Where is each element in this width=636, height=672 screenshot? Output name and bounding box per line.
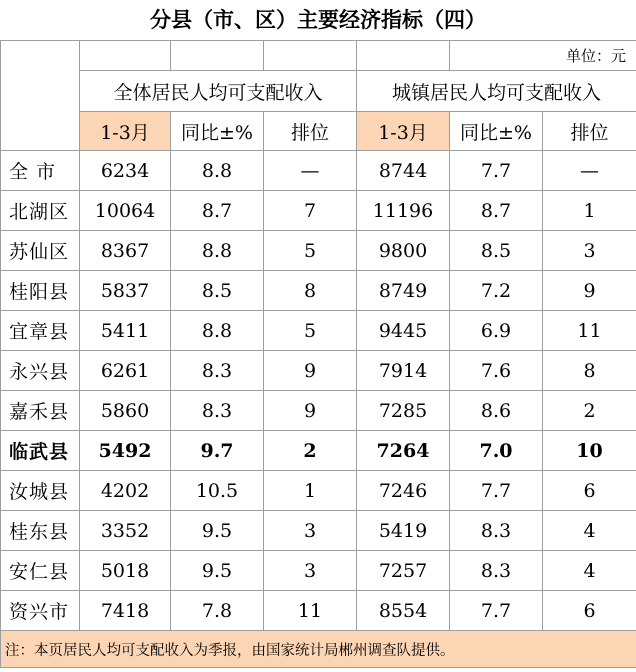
note-row: [1, 631, 636, 668]
table-cell: 5492: [80, 431, 171, 471]
table-cell: 7.7: [450, 471, 543, 511]
table-cell: 2: [264, 431, 357, 471]
table-cell: 5860: [80, 391, 171, 431]
sub-header-rank: 排位: [543, 112, 636, 151]
table-row: [1, 191, 636, 231]
table-row: [1, 351, 636, 391]
table-cell: 8.7: [171, 191, 264, 231]
region-name: 汝城县: [1, 471, 80, 511]
table-cell: 9.5: [171, 511, 264, 551]
table-cell: 7.0: [450, 431, 543, 471]
table-cell: 3: [264, 511, 357, 551]
table-cell: 8554: [357, 591, 450, 631]
table-cell: 6.9: [450, 311, 543, 351]
table-cell: 9445: [357, 311, 450, 351]
table-row: [1, 511, 636, 551]
table-cell: 8.8: [171, 311, 264, 351]
unit-row: [1, 41, 636, 71]
region-name: 安仁县: [1, 551, 80, 591]
table-cell: 9: [264, 351, 357, 391]
table-cell: 4: [543, 511, 636, 551]
corner-cell: [1, 41, 80, 151]
region-name: 桂阳县: [1, 271, 80, 311]
table-cell: 7.8: [171, 591, 264, 631]
table-cell: 5419: [357, 511, 450, 551]
region-name: 临武县: [1, 431, 80, 471]
table-cell: 7257: [357, 551, 450, 591]
table-row: [1, 391, 636, 431]
economic-indicators-table: [0, 40, 636, 668]
table-cell: 8367: [80, 231, 171, 271]
region-name: 嘉禾县: [1, 391, 80, 431]
unit-label: 单位：元: [450, 41, 636, 71]
region-name: 苏仙区: [1, 231, 80, 271]
table-cell: 7: [264, 191, 357, 231]
table-cell: —: [264, 151, 357, 191]
table-cell: 4: [543, 551, 636, 591]
table-cell: 5: [264, 231, 357, 271]
region-name: 永兴县: [1, 351, 80, 391]
table-cell: 7914: [357, 351, 450, 391]
table-cell: 6261: [80, 351, 171, 391]
table-cell: 7264: [357, 431, 450, 471]
table-row: [1, 311, 636, 351]
table-cell: 3352: [80, 511, 171, 551]
table-cell: 8.3: [450, 551, 543, 591]
table-cell: 10: [543, 431, 636, 471]
region-name: 北湖区: [1, 191, 80, 231]
table-cell: 5411: [80, 311, 171, 351]
table-cell: 8: [264, 271, 357, 311]
table-cell: 2: [543, 391, 636, 431]
sub-header-period: 1-3月: [357, 112, 450, 151]
table-cell: 11: [543, 311, 636, 351]
table-cell: 5: [264, 311, 357, 351]
table-cell: 8.3: [171, 351, 264, 391]
table-cell: 9: [264, 391, 357, 431]
table-row: [1, 471, 636, 511]
table-cell: 8: [543, 351, 636, 391]
table-cell: 9.7: [171, 431, 264, 471]
page-title: 分县（市、区）主要经济指标（四）: [150, 8, 486, 32]
table-row: [1, 271, 636, 311]
table-cell: 8.5: [171, 271, 264, 311]
table-cell: 10064: [80, 191, 171, 231]
table-cell: 8744: [357, 151, 450, 191]
group-header-urban-residents: 城镇居民人均可支配收入: [357, 71, 636, 112]
table-cell: 3: [264, 551, 357, 591]
table-cell: 7418: [80, 591, 171, 631]
table-cell: 10.5: [171, 471, 264, 511]
table-cell: 1: [543, 191, 636, 231]
table-row: [1, 431, 636, 471]
table-cell: 7246: [357, 471, 450, 511]
table-row: [1, 231, 636, 271]
table-cell: 8.3: [171, 391, 264, 431]
group-header-all-residents: 全体居民人均可支配收入: [80, 71, 357, 112]
table-cell: 6234: [80, 151, 171, 191]
table-cell: 8.7: [450, 191, 543, 231]
table-cell: 8.8: [171, 151, 264, 191]
region-name: 资兴市: [1, 591, 80, 631]
table-cell: 5018: [80, 551, 171, 591]
table-cell: 3: [543, 231, 636, 271]
sub-header-yoy: 同比±%: [171, 112, 264, 151]
table-row: [1, 551, 636, 591]
sub-header-row: [1, 112, 636, 151]
table-cell: 7.2: [450, 271, 543, 311]
table-row: [1, 151, 636, 191]
table-cell: 8.8: [171, 231, 264, 271]
table-cell: 11196: [357, 191, 450, 231]
table-cell: 7.7: [450, 151, 543, 191]
table-cell: 7.6: [450, 351, 543, 391]
table-cell: 8.5: [450, 231, 543, 271]
region-name: 宜章县: [1, 311, 80, 351]
table-cell: 8.6: [450, 391, 543, 431]
table-cell: 6: [543, 471, 636, 511]
sub-header-rank: 排位: [264, 112, 357, 151]
table-cell: 9800: [357, 231, 450, 271]
table-cell: 1: [264, 471, 357, 511]
table-cell: 7.7: [450, 591, 543, 631]
table-cell: 9: [543, 271, 636, 311]
table-cell: —: [543, 151, 636, 191]
group-header-row: [1, 71, 636, 112]
table-cell: 8.3: [450, 511, 543, 551]
sub-header-yoy: 同比±%: [450, 112, 543, 151]
table-cell: 6: [543, 591, 636, 631]
table-cell: 9.5: [171, 551, 264, 591]
table-row: [1, 591, 636, 631]
region-name: 桂东县: [1, 511, 80, 551]
table-cell: 11: [264, 591, 357, 631]
region-name: 全 市: [1, 151, 80, 191]
table-cell: 8749: [357, 271, 450, 311]
table-cell: 7285: [357, 391, 450, 431]
table-cell: 5837: [80, 271, 171, 311]
sub-header-period: 1-3月: [80, 112, 171, 151]
footnote: 注：本页居民人均可支配收入为季报，由国家统计局郴州调查队提供。: [1, 631, 636, 668]
table-cell: 4202: [80, 471, 171, 511]
